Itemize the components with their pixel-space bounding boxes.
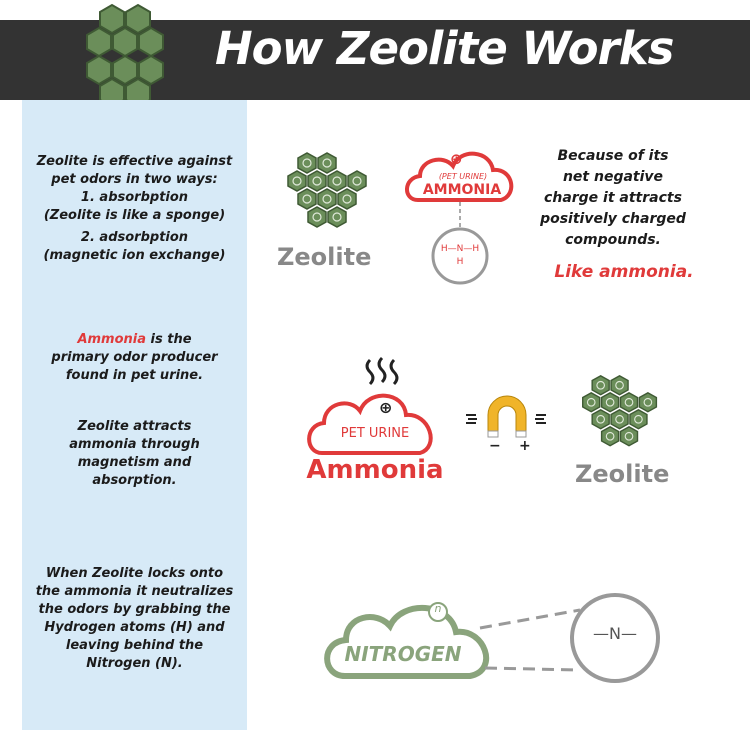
locks-line-1: When Zeolite locks onto: [45, 566, 224, 581]
ammonia-line-1: [22, 331, 247, 349]
locks-line-5: leaving behind the: [65, 638, 204, 653]
like-ammonia-label: Like ammonia.: [554, 262, 694, 282]
attracts-line-1: Zeolite attracts: [77, 419, 192, 434]
cloud-sub-label: (PET URINE): [438, 172, 488, 181]
ammonia-label-big: Ammonia: [306, 455, 444, 485]
ammonia-word: Ammonia: [77, 332, 147, 347]
sidebar-locks: [22, 565, 247, 673]
desc-line-3: charge it attracts: [544, 190, 682, 206]
nitrogen-label: NITROGEN: [344, 642, 462, 666]
charge-description: [538, 146, 688, 251]
point1-line-2: (Zeolite is like a sponge): [43, 208, 226, 223]
desc-line-2: net negative: [562, 169, 664, 185]
magnet-plus: +: [519, 438, 531, 454]
ammonia-line-2: primary odor producer: [51, 350, 218, 365]
locks-line-2: the ammonia it neutralizes: [35, 584, 234, 599]
plus-symbol-1: ⊕: [450, 150, 463, 168]
magnet-minus: −: [489, 438, 501, 454]
locks-line-4: Hydrogen atoms (H) and: [44, 620, 225, 635]
magnet-icon: [462, 393, 552, 453]
pet-urine-cloud-icon: [300, 355, 450, 460]
desc-line-4: positively charged: [540, 211, 686, 227]
nitrogen-symbol: n: [434, 602, 442, 615]
attracts-line-3: magnetism and: [77, 455, 192, 470]
pet-urine-label: PET URINE: [340, 426, 410, 441]
page-title: How Zeolite Works: [215, 22, 674, 75]
sidebar-attracts: [22, 418, 247, 490]
molecule-h: H: [456, 257, 464, 267]
point2-line-1: 2. adsorbption: [80, 230, 189, 245]
ammonia-line-rest: is the: [146, 332, 192, 347]
cloud-ammonia-label: AMMONIA: [422, 182, 502, 198]
molecule-hnh: H—N—H: [440, 244, 480, 254]
point2-line-2: (magnetic ion exchange): [43, 248, 226, 263]
sidebar-ammonia: [22, 331, 247, 385]
attracts-line-2: ammonia through: [69, 437, 200, 452]
zeolite-label-1: Zeolite: [277, 243, 372, 271]
ammonia-line-3: found in pet urine.: [65, 368, 204, 383]
point1-line-1: 1. absorbption: [80, 190, 189, 205]
nitrogen-molecule: —N—: [593, 624, 637, 643]
desc-line-1: Because of its: [557, 148, 669, 164]
zeolite-label-2: Zeolite: [575, 460, 670, 488]
desc-line-5: compounds.: [565, 232, 661, 248]
zeolite-cluster-icon-2: [573, 373, 668, 458]
zeolite-cluster-icon: [278, 150, 378, 240]
intro-line-1: Zeolite is effective against: [36, 154, 233, 169]
locks-line-3: the odors by grabbing the: [38, 602, 231, 617]
sidebar-intro: [22, 153, 247, 265]
intro-line-2: pet odors in two ways:: [51, 172, 218, 187]
locks-line-6: Nitrogen (N).: [86, 656, 183, 671]
attracts-line-4: absorption.: [92, 473, 177, 488]
plus-symbol-2: ⊕: [379, 398, 393, 417]
